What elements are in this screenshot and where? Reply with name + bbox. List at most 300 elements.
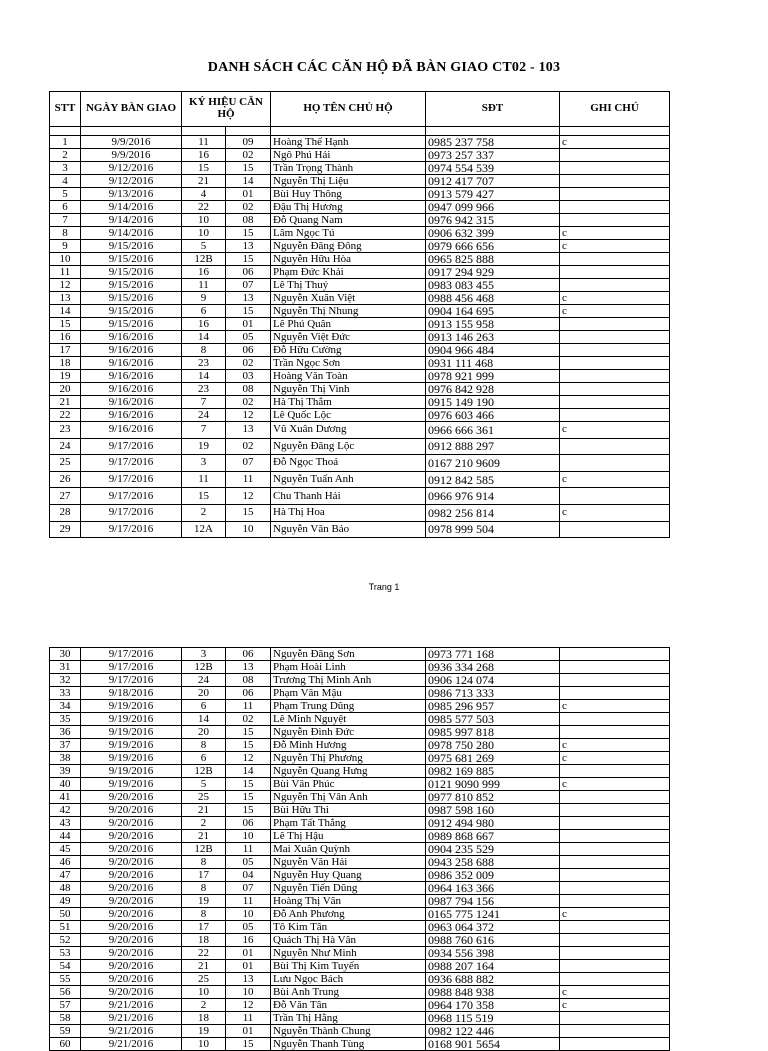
cell-block: 21 — [182, 804, 226, 817]
cell-unit: 15 — [226, 253, 271, 266]
table-row — [50, 1038, 670, 1051]
cell-stt: 8 — [50, 227, 81, 240]
cell-date: 9/20/2016 — [81, 869, 182, 882]
cell-note: c — [560, 739, 670, 752]
cell-block: 12B — [182, 765, 226, 778]
cell-date: 9/17/2016 — [81, 471, 182, 488]
cell-stt: 9 — [50, 240, 81, 253]
cell-block: 12B — [182, 661, 226, 674]
table-row — [50, 305, 670, 318]
cell-unit: 10 — [226, 908, 271, 921]
cell-date: 9/19/2016 — [81, 778, 182, 791]
cell-date: 9/17/2016 — [81, 488, 182, 505]
cell-stt: 30 — [50, 648, 81, 661]
cell-unit: 10 — [226, 521, 271, 538]
cell-note — [560, 674, 670, 687]
cell-stt: 59 — [50, 1025, 81, 1038]
cell-stt: 21 — [50, 396, 81, 409]
cell-block: 14 — [182, 331, 226, 344]
cell-date: 9/16/2016 — [81, 357, 182, 370]
cell-stt: 32 — [50, 674, 81, 687]
cell-stt: 58 — [50, 1012, 81, 1025]
cell-phone: 0906 124 074 — [426, 674, 560, 687]
cell-phone: 0985 577 503 — [426, 713, 560, 726]
cell-unit: 12 — [226, 488, 271, 505]
cell-date: 9/9/2016 — [81, 149, 182, 162]
table-row — [50, 765, 670, 778]
table-row — [50, 791, 670, 804]
cell-owner: Đậu Thị Hương — [271, 201, 426, 214]
cell-phone: 0968 115 519 — [426, 1012, 560, 1025]
cell-owner: Nguyễn Quang Hưng — [271, 765, 426, 778]
cell-phone: 0986 713 333 — [426, 687, 560, 700]
cell-stt: 1 — [50, 136, 81, 149]
cell-note — [560, 488, 670, 505]
table-row — [50, 279, 670, 292]
cell-unit: 01 — [226, 318, 271, 331]
cell-phone: 0934 556 398 — [426, 947, 560, 960]
cell-note: c — [560, 504, 670, 521]
cell-date: 9/20/2016 — [81, 882, 182, 895]
cell-date: 9/20/2016 — [81, 934, 182, 947]
table-row — [50, 162, 670, 175]
cell-block: 15 — [182, 488, 226, 505]
cell-phone: 0964 163 366 — [426, 882, 560, 895]
cell-date: 9/20/2016 — [81, 830, 182, 843]
cell-note: c — [560, 422, 670, 439]
table-row — [50, 504, 670, 521]
cell-phone: 0978 999 504 — [426, 521, 560, 538]
cell-stt: 4 — [50, 175, 81, 188]
cell-owner: Phạm Trung Dũng — [271, 700, 426, 713]
cell-unit: 02 — [226, 713, 271, 726]
table-row — [50, 882, 670, 895]
cell-unit: 12 — [226, 752, 271, 765]
cell-note — [560, 201, 670, 214]
cell-stt: 31 — [50, 661, 81, 674]
cell-date: 9/17/2016 — [81, 674, 182, 687]
cell-unit: 08 — [226, 674, 271, 687]
cell-note — [560, 1012, 670, 1025]
cell-note — [560, 188, 670, 201]
table-row — [50, 149, 670, 162]
cell-date: 9/20/2016 — [81, 986, 182, 999]
cell-unit: 06 — [226, 817, 271, 830]
cell-stt: 60 — [50, 1038, 81, 1051]
cell-stt: 15 — [50, 318, 81, 331]
cell-note — [560, 214, 670, 227]
cell-note — [560, 804, 670, 817]
cell-phone: 0168 901 5654 — [426, 1038, 560, 1051]
cell-unit: 06 — [226, 648, 271, 661]
cell-owner: Vũ Xuân Dương — [271, 422, 426, 439]
cell-date: 9/14/2016 — [81, 214, 182, 227]
table-row — [50, 908, 670, 921]
cell-unit: 07 — [226, 882, 271, 895]
cell-unit: 13 — [226, 240, 271, 253]
cell-unit: 16 — [226, 934, 271, 947]
cell-note — [560, 162, 670, 175]
cell-owner: Đỗ Văn Tân — [271, 999, 426, 1012]
cell-date: 9/14/2016 — [81, 227, 182, 240]
cell-stt: 50 — [50, 908, 81, 921]
cell-owner: Mai Xuân Quỳnh — [271, 843, 426, 856]
cell-phone: 0912 842 585 — [426, 471, 560, 488]
cell-stt: 18 — [50, 357, 81, 370]
cell-stt: 20 — [50, 383, 81, 396]
table-body-page-1 — [50, 136, 670, 538]
table-row — [50, 1025, 670, 1038]
cell-phone: 0912 417 707 — [426, 175, 560, 188]
cell-date: 9/20/2016 — [81, 908, 182, 921]
cell-date: 9/17/2016 — [81, 504, 182, 521]
cell-owner: Nguyễn Thị Nhung — [271, 305, 426, 318]
cell-date: 9/21/2016 — [81, 1038, 182, 1051]
cell-note — [560, 830, 670, 843]
cell-phone: 0965 825 888 — [426, 253, 560, 266]
cell-block: 3 — [182, 648, 226, 661]
cell-stt: 34 — [50, 700, 81, 713]
table-row — [50, 726, 670, 739]
cell-stt: 53 — [50, 947, 81, 960]
cell-note — [560, 409, 670, 422]
cell-block: 10 — [182, 214, 226, 227]
cell-stt: 5 — [50, 188, 81, 201]
cell-stt: 40 — [50, 778, 81, 791]
cell-block: 21 — [182, 830, 226, 843]
cell-unit: 03 — [226, 370, 271, 383]
cell-stt: 12 — [50, 279, 81, 292]
cell-unit: 15 — [226, 504, 271, 521]
document-title: DANH SÁCH CÁC CĂN HỘ ĐÃ BÀN GIAO CT02 - 103 — [207, 60, 561, 75]
table-row — [50, 471, 670, 488]
cell-unit: 01 — [226, 1025, 271, 1038]
cell-owner: Đỗ Quang Nam — [271, 214, 426, 227]
cell-phone: 0913 579 427 — [426, 188, 560, 201]
cell-note: c — [560, 700, 670, 713]
cell-owner: Lê Thị Thuý — [271, 279, 426, 292]
cell-owner: Lâm Ngọc Tú — [271, 227, 426, 240]
cell-date: 9/19/2016 — [81, 726, 182, 739]
cell-date: 9/16/2016 — [81, 344, 182, 357]
cell-note — [560, 661, 670, 674]
cell-block: 14 — [182, 370, 226, 383]
cell-block: 16 — [182, 318, 226, 331]
cell-stt: 23 — [50, 422, 81, 439]
cell-phone: 0912 494 980 — [426, 817, 560, 830]
table-row — [50, 214, 670, 227]
cell-unit: 13 — [226, 973, 271, 986]
cell-note — [560, 383, 670, 396]
cell-phone: 0974 554 539 — [426, 162, 560, 175]
cell-owner: Trương Thị Minh Anh — [271, 674, 426, 687]
cell-phone: 0982 256 814 — [426, 504, 560, 521]
cell-date: 9/13/2016 — [81, 188, 182, 201]
cell-phone: 0989 868 667 — [426, 830, 560, 843]
cell-phone: 0986 352 009 — [426, 869, 560, 882]
cell-unit: 12 — [226, 999, 271, 1012]
cell-owner: Nguyễn Thành Chung — [271, 1025, 426, 1038]
cell-stt: 14 — [50, 305, 81, 318]
table-row — [50, 674, 670, 687]
cell-date: 9/19/2016 — [81, 752, 182, 765]
cell-owner: Phạm Văn Mậu — [271, 687, 426, 700]
cell-stt: 52 — [50, 934, 81, 947]
cell-note — [560, 279, 670, 292]
cell-block: 21 — [182, 175, 226, 188]
cell-note — [560, 344, 670, 357]
table-row — [50, 253, 670, 266]
cell-date: 9/18/2016 — [81, 687, 182, 700]
cell-note — [560, 438, 670, 455]
cell-date: 9/14/2016 — [81, 201, 182, 214]
cell-note — [560, 1025, 670, 1038]
cell-date: 9/20/2016 — [81, 960, 182, 973]
cell-unit: 02 — [226, 438, 271, 455]
cell-block: 17 — [182, 869, 226, 882]
cell-block: 20 — [182, 726, 226, 739]
cell-date: 9/17/2016 — [81, 438, 182, 455]
cell-owner: Ngô Phú Hải — [271, 149, 426, 162]
cell-unit: 11 — [226, 1012, 271, 1025]
cell-phone: 0973 257 337 — [426, 149, 560, 162]
table-row — [50, 175, 670, 188]
table-row — [50, 921, 670, 934]
cell-owner: Bùi Văn Phúc — [271, 778, 426, 791]
table-row — [50, 422, 670, 439]
cell-block: 17 — [182, 921, 226, 934]
cell-phone: 0985 997 818 — [426, 726, 560, 739]
cell-phone: 0988 848 938 — [426, 986, 560, 999]
cell-stt: 7 — [50, 214, 81, 227]
cell-phone: 0904 164 695 — [426, 305, 560, 318]
cell-owner: Nguyễn Văn Bảo — [271, 521, 426, 538]
cell-date: 9/16/2016 — [81, 383, 182, 396]
header-stt: STT — [50, 92, 81, 127]
cell-date: 9/19/2016 — [81, 739, 182, 752]
cell-unit: 02 — [226, 201, 271, 214]
cell-block: 8 — [182, 882, 226, 895]
table-row — [50, 778, 670, 791]
cell-date: 9/19/2016 — [81, 700, 182, 713]
cell-note — [560, 726, 670, 739]
cell-owner: Bùi Huy Thông — [271, 188, 426, 201]
cell-unit: 14 — [226, 765, 271, 778]
cell-stt: 24 — [50, 438, 81, 455]
cell-stt: 27 — [50, 488, 81, 505]
cell-note: c — [560, 778, 670, 791]
table-row — [50, 438, 670, 455]
cell-unit: 05 — [226, 921, 271, 934]
cell-block: 19 — [182, 895, 226, 908]
table-row — [50, 409, 670, 422]
cell-unit: 01 — [226, 188, 271, 201]
cell-stt: 41 — [50, 791, 81, 804]
cell-date: 9/21/2016 — [81, 999, 182, 1012]
cell-stt: 22 — [50, 409, 81, 422]
handover-table-page-1 — [49, 91, 670, 538]
cell-owner: Lê Thị Hậu — [271, 830, 426, 843]
cell-stt: 35 — [50, 713, 81, 726]
cell-phone: 0963 064 372 — [426, 921, 560, 934]
cell-owner: Phạm Hoài Linh — [271, 661, 426, 674]
header-owner: HỌ TÊN CHỦ HỘ — [271, 92, 426, 127]
cell-stt: 57 — [50, 999, 81, 1012]
table-row — [50, 713, 670, 726]
cell-phone: 0947 099 966 — [426, 201, 560, 214]
cell-unit: 15 — [226, 739, 271, 752]
cell-date: 9/17/2016 — [81, 455, 182, 472]
cell-phone: 0979 666 656 — [426, 240, 560, 253]
cell-phone: 0987 598 160 — [426, 804, 560, 817]
table-row — [50, 344, 670, 357]
cell-owner: Lưu Ngọc Bách — [271, 973, 426, 986]
cell-unit: 15 — [226, 804, 271, 817]
cell-phone: 0915 149 190 — [426, 396, 560, 409]
cell-note — [560, 882, 670, 895]
table-row — [50, 188, 670, 201]
cell-note — [560, 921, 670, 934]
cell-owner: Đỗ Hữu Cường — [271, 344, 426, 357]
cell-block: 25 — [182, 973, 226, 986]
cell-block: 22 — [182, 947, 226, 960]
cell-owner: Nguyễn Thị Liệu — [271, 175, 426, 188]
cell-unit: 15 — [226, 162, 271, 175]
table-row — [50, 488, 670, 505]
cell-phone: 0966 976 914 — [426, 488, 560, 505]
cell-stt: 16 — [50, 331, 81, 344]
cell-unit: 07 — [226, 279, 271, 292]
cell-unit: 01 — [226, 947, 271, 960]
cell-block: 2 — [182, 817, 226, 830]
cell-date: 9/15/2016 — [81, 292, 182, 305]
cell-stt: 47 — [50, 869, 81, 882]
cell-block: 23 — [182, 383, 226, 396]
cell-phone: 0985 296 957 — [426, 700, 560, 713]
cell-phone: 0985 237 758 — [426, 136, 560, 149]
cell-owner: Nguyễn Đăng Đông — [271, 240, 426, 253]
cell-unit: 06 — [226, 687, 271, 700]
cell-phone: 0978 921 999 — [426, 370, 560, 383]
cell-note — [560, 791, 670, 804]
header-date: NGÀY BÀN GIAO — [81, 92, 182, 127]
cell-owner: Hoàng Thị Vân — [271, 895, 426, 908]
cell-block: 10 — [182, 1038, 226, 1051]
cell-note — [560, 869, 670, 882]
cell-phone: 0936 688 882 — [426, 973, 560, 986]
cell-owner: Nguyễn Thị Vinh — [271, 383, 426, 396]
cell-block: 12B — [182, 843, 226, 856]
cell-stt: 11 — [50, 266, 81, 279]
cell-unit: 02 — [226, 396, 271, 409]
cell-phone: 0165 775 1241 — [426, 908, 560, 921]
cell-block: 12A — [182, 521, 226, 538]
cell-stt: 13 — [50, 292, 81, 305]
cell-owner: Đỗ Minh Hương — [271, 739, 426, 752]
cell-phone: 0988 207 164 — [426, 960, 560, 973]
table-row — [50, 986, 670, 999]
cell-note — [560, 648, 670, 661]
cell-block: 11 — [182, 471, 226, 488]
cell-stt: 55 — [50, 973, 81, 986]
cell-date: 9/20/2016 — [81, 921, 182, 934]
cell-note — [560, 370, 670, 383]
cell-unit: 14 — [226, 175, 271, 188]
cell-owner: Nguyễn Đình Đức — [271, 726, 426, 739]
cell-unit: 08 — [226, 383, 271, 396]
cell-note — [560, 396, 670, 409]
cell-date: 9/20/2016 — [81, 843, 182, 856]
cell-block: 24 — [182, 409, 226, 422]
cell-note — [560, 947, 670, 960]
cell-block: 8 — [182, 908, 226, 921]
cell-phone: 0904 235 529 — [426, 843, 560, 856]
cell-block: 12B — [182, 253, 226, 266]
cell-note — [560, 318, 670, 331]
table-row — [50, 396, 670, 409]
table-row — [50, 843, 670, 856]
cell-stt: 49 — [50, 895, 81, 908]
table-row — [50, 817, 670, 830]
cell-date: 9/19/2016 — [81, 765, 182, 778]
cell-block: 4 — [182, 188, 226, 201]
cell-note: c — [560, 227, 670, 240]
cell-block: 8 — [182, 344, 226, 357]
cell-stt: 29 — [50, 521, 81, 538]
table-row — [50, 700, 670, 713]
table-row — [50, 292, 670, 305]
cell-unit: 02 — [226, 357, 271, 370]
cell-owner: Bùi Hữu Thi — [271, 804, 426, 817]
cell-stt: 2 — [50, 149, 81, 162]
handover-table-page-2 — [49, 647, 670, 1051]
cell-phone: 0167 210 9609 — [426, 455, 560, 472]
cell-owner: Nguyễn Đăng Lộc — [271, 438, 426, 455]
cell-stt: 48 — [50, 882, 81, 895]
table-row — [50, 752, 670, 765]
cell-phone: 0987 794 156 — [426, 895, 560, 908]
cell-unit: 04 — [226, 869, 271, 882]
cell-block: 2 — [182, 504, 226, 521]
cell-phone: 0913 146 263 — [426, 331, 560, 344]
cell-stt: 56 — [50, 986, 81, 999]
cell-date: 9/20/2016 — [81, 947, 182, 960]
cell-stt: 54 — [50, 960, 81, 973]
cell-date: 9/21/2016 — [81, 1012, 182, 1025]
cell-date: 9/20/2016 — [81, 973, 182, 986]
cell-block: 6 — [182, 700, 226, 713]
cell-unit: 06 — [226, 344, 271, 357]
cell-block: 8 — [182, 739, 226, 752]
cell-owner: Nguyễn Đăng Sơn — [271, 648, 426, 661]
cell-owner: Nguyễn Văn Hải — [271, 856, 426, 869]
table-row — [50, 240, 670, 253]
cell-note — [560, 817, 670, 830]
cell-note — [560, 521, 670, 538]
table-row — [50, 895, 670, 908]
cell-phone: 0931 111 468 — [426, 357, 560, 370]
cell-owner: Bùi Anh Trung — [271, 986, 426, 999]
cell-block: 2 — [182, 999, 226, 1012]
cell-block: 9 — [182, 292, 226, 305]
cell-block: 10 — [182, 227, 226, 240]
cell-owner: Nguyễn Thị Vân Anh — [271, 791, 426, 804]
cell-owner: Hà Thị Thắm — [271, 396, 426, 409]
cell-block: 23 — [182, 357, 226, 370]
cell-stt: 39 — [50, 765, 81, 778]
cell-phone: 0973 771 168 — [426, 648, 560, 661]
cell-unit: 13 — [226, 422, 271, 439]
